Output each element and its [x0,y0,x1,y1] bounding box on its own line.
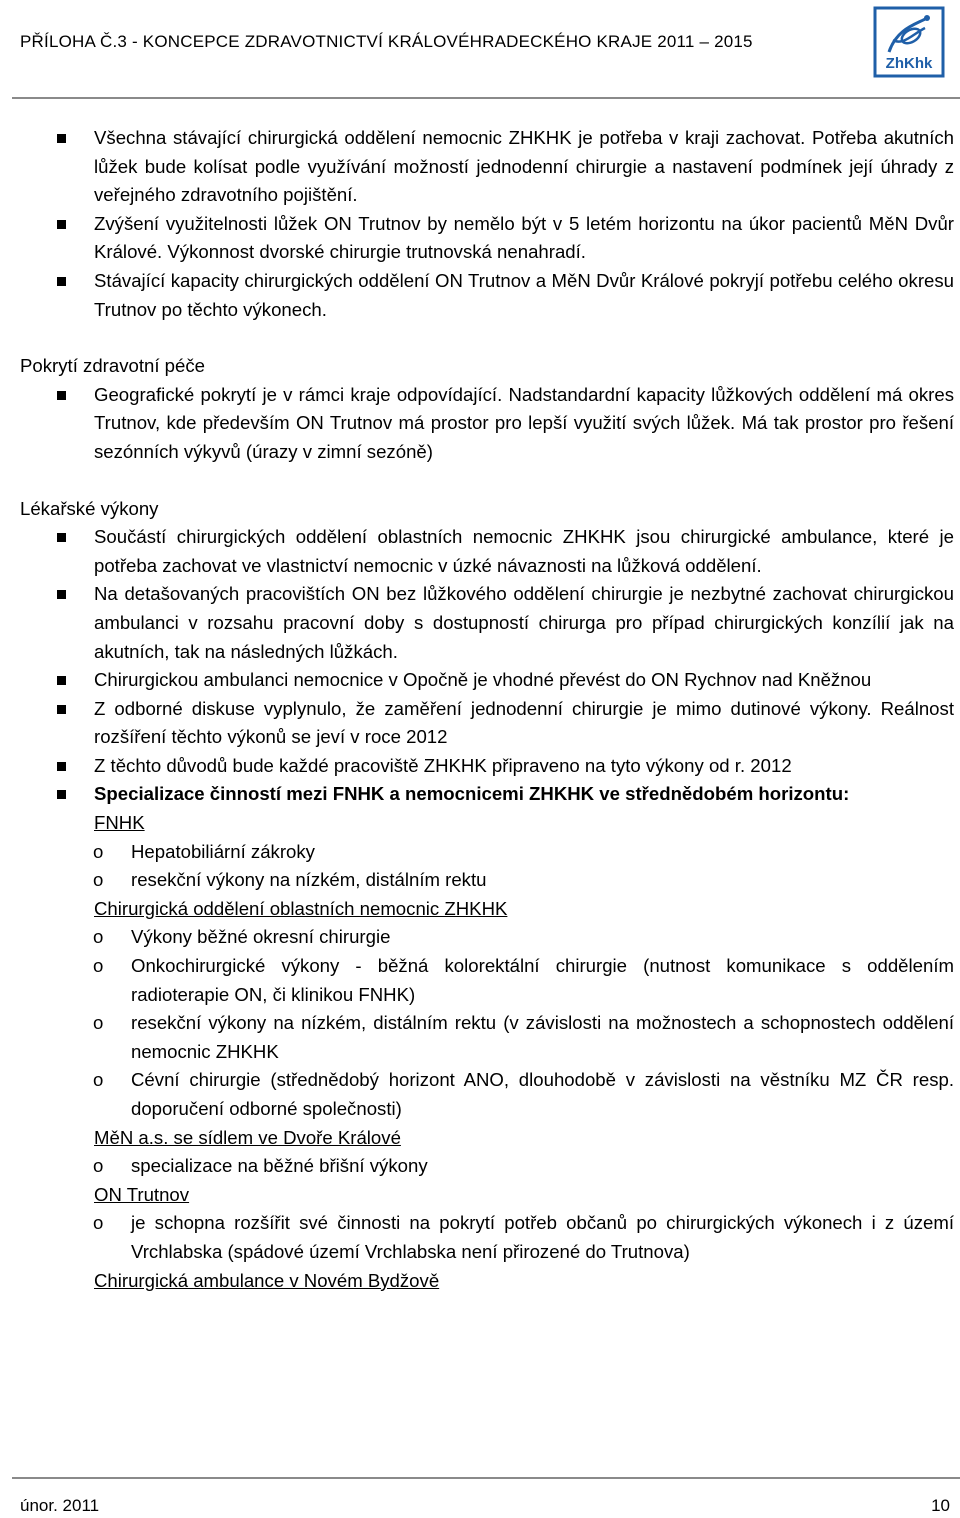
bullet-text: Na detašovaných pracovištích ON bez lůžkového oddělení chirurgie je nezbytné zachovat chirurgickou ambulanci v rozsahu pracovní doby s dostupností chirurga pro případ chirurgických konzílií jak na akutních, tak na následných lůžkách. [94,583,954,662]
square-bullet-icon [57,220,66,229]
bullet-text: Z odborné diskuse vyplynulo, že zaměření jednodenní chirurgie je mimo dutinové výkony. Reálnost rozšíření těchto výkonů se jeví v roce 2012 [94,697,954,748]
circle-bullet-icon: o [93,1212,104,1234]
sub-item-text: Výkony běžné okresní chirurgie [131,926,391,948]
square-bullet-icon [57,790,66,799]
circle-bullet-icon: o [93,840,104,862]
sub-item-text: Onkochirurgické výkony - běžná kolorektální chirurgie (nutnost komunikace s oddělením radioterapie ON, či klinikou FNHK) [131,955,954,1005]
bullet-text: Stávající kapacity chirurgických oddělení ON Trutnov a MěN Dvůr Králové pokryjí potřebu celého okresu Trutnov po těchto výkonech. [94,269,954,320]
group-title: Chirurgická oddělení oblastních nemocnic ZHKHK [94,897,508,919]
circle-bullet-icon: o [93,955,104,977]
page-number: 10 [931,1496,950,1515]
group-title: MěN a.s. se sídlem ve Dvoře Králové [94,1126,401,1148]
bullet-text: Součástí chirurgických oddělení oblastních nemocnic ZHKHK jsou chirurgické ambulance, které je potřeba zachovat ve vlastnictví nemocnic v úzké návaznosti na lůžková oddělení. [94,526,954,576]
list-item [0,124,960,210]
circle-bullet-icon: o [93,1069,104,1091]
list-item [0,210,960,267]
list-item [0,752,960,781]
circle-bullet-icon: o [93,926,104,948]
sub-item-text: Hepatobiliární zákroky [131,840,315,862]
square-bullet-icon [57,676,66,685]
square-bullet-icon [57,705,66,714]
page-content [0,124,960,1295]
sub-item-text: resekční výkony na nízkém, distálním rektu [131,869,487,891]
sub-list-item [0,1066,960,1123]
footer-divider [12,1477,960,1479]
list-item [0,666,960,695]
bullet-text: Z těchto důvodů bude každé pracoviště ZHKHK připraveno na tyto výkony od r. 2012 [94,754,792,776]
list-item [0,580,960,666]
list-item [0,780,960,809]
bullet-text: Všechna stávající chirurgická oddělení nemocnic ZHKHK je potřeba v kraji zachovat. Potřeba akutních lůžek bude kolísat podle využívání možností jednodenní chirurgie a nastavení podmínek její úhrady z veřejného zdravotního pojištění. [94,127,954,206]
square-bullet-icon [57,533,66,542]
circle-bullet-icon: o [93,1012,104,1034]
bullet-text-bold: Specializace činností mezi FNHK a nemocnicemi ZHKHK ve střednědobém horizontu: [94,783,850,805]
list-item [0,695,960,752]
list-item [0,523,960,580]
section-heading: Lékařské výkony [20,497,159,519]
sub-item-text: je schopna rozšířit své činnosti na pokrytí potřeb občanů po chirurgických výkonech i z území Vrchlabska (spádové území Vrchlabska není přirozené do Trutnova) [131,1212,954,1262]
sub-list-item [0,838,960,867]
bullet-text: Chirurgickou ambulanci nemocnice v Opočně je vhodné převést do ON Rychnov nad Kněžnou [94,669,872,691]
sub-list-item [0,923,960,952]
square-bullet-icon [57,590,66,599]
logo-text: ZhKhk [885,55,933,72]
header-divider [12,97,960,99]
sub-list-item [0,952,960,1009]
sub-item-text: specializace na běžné břišní výkony [131,1155,428,1177]
sub-item-text: Cévní chirurgie (střednědobý horizont ANO, dlouhodobě v závislosti na věstníku MZ ČR resp. doporučení odborné společnosti) [131,1069,954,1119]
sub-list-item [0,866,960,895]
square-bullet-icon [57,277,66,286]
header-title: PŘÍLOHA Č.3 - KONCEPCE ZDRAVOTNICTVÍ KRÁLOVÉHRADECKÉHO KRAJE 2011 – 2015 [20,32,753,51]
bullet-text: Zvýšení využitelnosti lůžek ON Trutnov by nemělo být v 5 letém horizontu na úkor pacientů MěN Dvůr Králové. Výkonnost dvorské chirurgie trutnovská nenahradí. [94,212,954,263]
square-bullet-icon [57,391,66,400]
list-item [0,381,960,467]
sub-list-item [0,1009,960,1066]
sub-list-item [0,1152,960,1181]
sub-list-item [0,1209,960,1266]
group-title: FNHK [94,812,145,834]
section-heading: Pokrytí zdravotní péče [20,355,205,377]
footer-date: únor. 2011 [20,1496,100,1515]
sub-item-text: resekční výkony na nízkém, distálním rektu (v závislosti na možnostech a schopnostech oddělení nemocnic ZHKHK [131,1012,954,1062]
page-header [0,0,960,100]
list-item [0,267,960,324]
square-bullet-icon [57,134,66,143]
bullet-text: Geografické pokrytí je v rámci kraje odpovídající. Nadstandardní kapacity lůžkových oddělení má okres Trutnov, kde především ON Trutnov má prostor pro lepší využití svých lůžek. Má tak prostor pro řešení sezónních výkyvů (úrazy v zimní sezóně) [94,383,954,462]
circle-bullet-icon: o [93,869,104,891]
square-bullet-icon [57,762,66,771]
group-title: Chirurgická ambulance v Novém Bydžově [94,1269,440,1291]
circle-bullet-icon: o [93,1155,104,1177]
zhkhk-logo [873,6,945,78]
group-title: ON Trutnov [94,1183,190,1205]
